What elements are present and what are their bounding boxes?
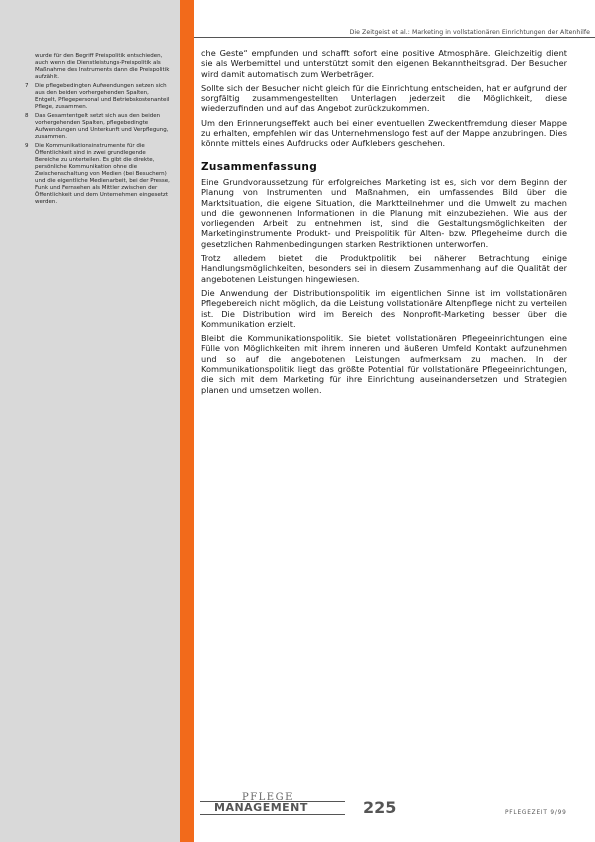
body-paragraph: Trotz alledem bietet die Produktpolitik bei näherer Betrachtung einige Handlungsmöglichkeiten, besonders sei in diesem Zusammenhang auf die Qualität der angebotenen Leistungen hingewiesen. [201, 253, 567, 284]
footnote [25, 113, 170, 141]
section-heading: Zusammenfassung [201, 160, 318, 173]
main-text-column [201, 48, 567, 399]
logo-rule [200, 814, 345, 815]
body-paragraph: Die Anwendung der Distributionspolitik im eigentlichen Sinne ist im vollstationären Pflegebereich nicht möglich, da die Leistung vollstationäre Altenpflege nicht zu verteilen ist. Die Distribution wird im Bereich des Nonprofit-Marketing besser über die Kommunikation erzielt. [201, 287, 567, 329]
footnote-number: 8 [25, 113, 29, 119]
footnote-text: Das Gesamtentgelt setzt sich aus den beiden vorhergehenden Spalten, pflegebedingte Aufwendungen und Unterkunft und Verpflegung, zusammen. [35, 113, 169, 140]
header-rule [194, 37, 595, 38]
body-paragraph: Um den Erinnerungseffekt auch bei einer eventuellen Zweckentfremdung dieser Mappe zu erhalten, empfehlen wir das Unternehmenslogo fest auf der Mappe anzubringen. Dies könnte mittels eines Aufdrucks oder Aufklebers geschehen. [201, 117, 567, 149]
orange-accent-bar [180, 0, 194, 842]
running-head: Die Zeitgeist et al.: Marketing in vollstationären Einrichtungen der Altenhilfe [349, 29, 590, 36]
footnote [25, 83, 170, 111]
body-paragraph: Sollte sich der Besucher nicht gleich für die Einrichtung entscheiden, hat er aufgrund der sorgfältig zusammengestellten Unterlagen jederzeit die Möglichkeit, diese wiederzufinden und auf das Angebot zurückzukommen. [201, 82, 567, 114]
footnote [25, 53, 170, 81]
logo-word-bottom: MANAGEMENT [214, 801, 308, 814]
page-number: 225 [363, 798, 397, 817]
journal-reference: PFLEGEZEIT 9/99 [505, 810, 567, 816]
footnote-text: wurde für den Begriff Preispolitik entschieden, auch wenn die Dienstleistungs-Preispolitik als Maßnahme des Instruments dann die Preispolitik aufzählt. [35, 53, 170, 80]
footnotes [25, 53, 170, 208]
body-paragraph: che Geste“ empfunden und schafft sofort eine positive Atmosphäre. Gleichzeitig dient sie als Werbemittel und unterstützt somit den eigenen Bekanntheitsgrad. Der Besucher wird damit automatisch zum Werbeträger. [201, 48, 567, 79]
footnote-number: 9 [25, 143, 29, 149]
footnote [25, 143, 170, 206]
body-paragraph: Bleibt die Kommunikationspolitik. Sie bietet vollstationären Pflegeeinrichtungen eine Fülle von Möglichkeiten mit ihrem inneren und äußeren Umfeld Kontakt aufzunehmen und so auf die angebotenen Leistungen aufmerksam zu machen. In der Kommunikationspolitik liegt das größte Potential für vollstationäre Pflegeeinrichtungen, die sich mit dem Marketing für ihre Einrichtung auseinandersetzen und Strategien planen und umsetzen wollen. [201, 333, 567, 395]
logo-word-top: PFLEGE [242, 792, 294, 803]
footnote-text: Die Kommunikationsinstrumente für die Öffentlichkeit sind in zwei grundlegende Bereiche zu unterteilen. Es gibt die direkte, persönliche Kommunikation ohne die Zwischenschaltung von Medien (bei Besuchern) und die eigentliche Medienarbeit, bei der Presse, Funk und Fernsehen als Mittler zwischen der Öffentlichkeit und dem Unternehmen eingesetzt werden. [35, 143, 170, 205]
body-paragraph: Eine Grundvoraussetzung für erfolgreiches Marketing ist es, sich vor dem Beginn der Planung von Instrumenten und Maßnahmen, ein umfassendes Bild über die Marktsituation, die eigene Situation, die Marktteilnehmer und die Umwelt zu machen und die gewonnenen Informationen in die Planung mit einzubeziehen. Wie aus der vorliegenden Arbeit zu entnehmen ist, sind die Gestaltungsmöglichkeiten der Marketinginstrumente Produkt- und Preispolitik für Alten- bzw. Pflegeheime durch die gesetzlichen Rahmenbedingungen starken Restriktionen unterworfen. [201, 176, 567, 249]
footnote-number: 7 [25, 83, 29, 89]
footnote-text: Die pflegebedingten Aufwendungen setzen sich aus den beiden vorhergehenden Spalten, Entgelt, Pflegepersonal und Betriebskostenanteil Pflege, zusammen. [35, 83, 170, 110]
journal-logo [200, 792, 345, 822]
